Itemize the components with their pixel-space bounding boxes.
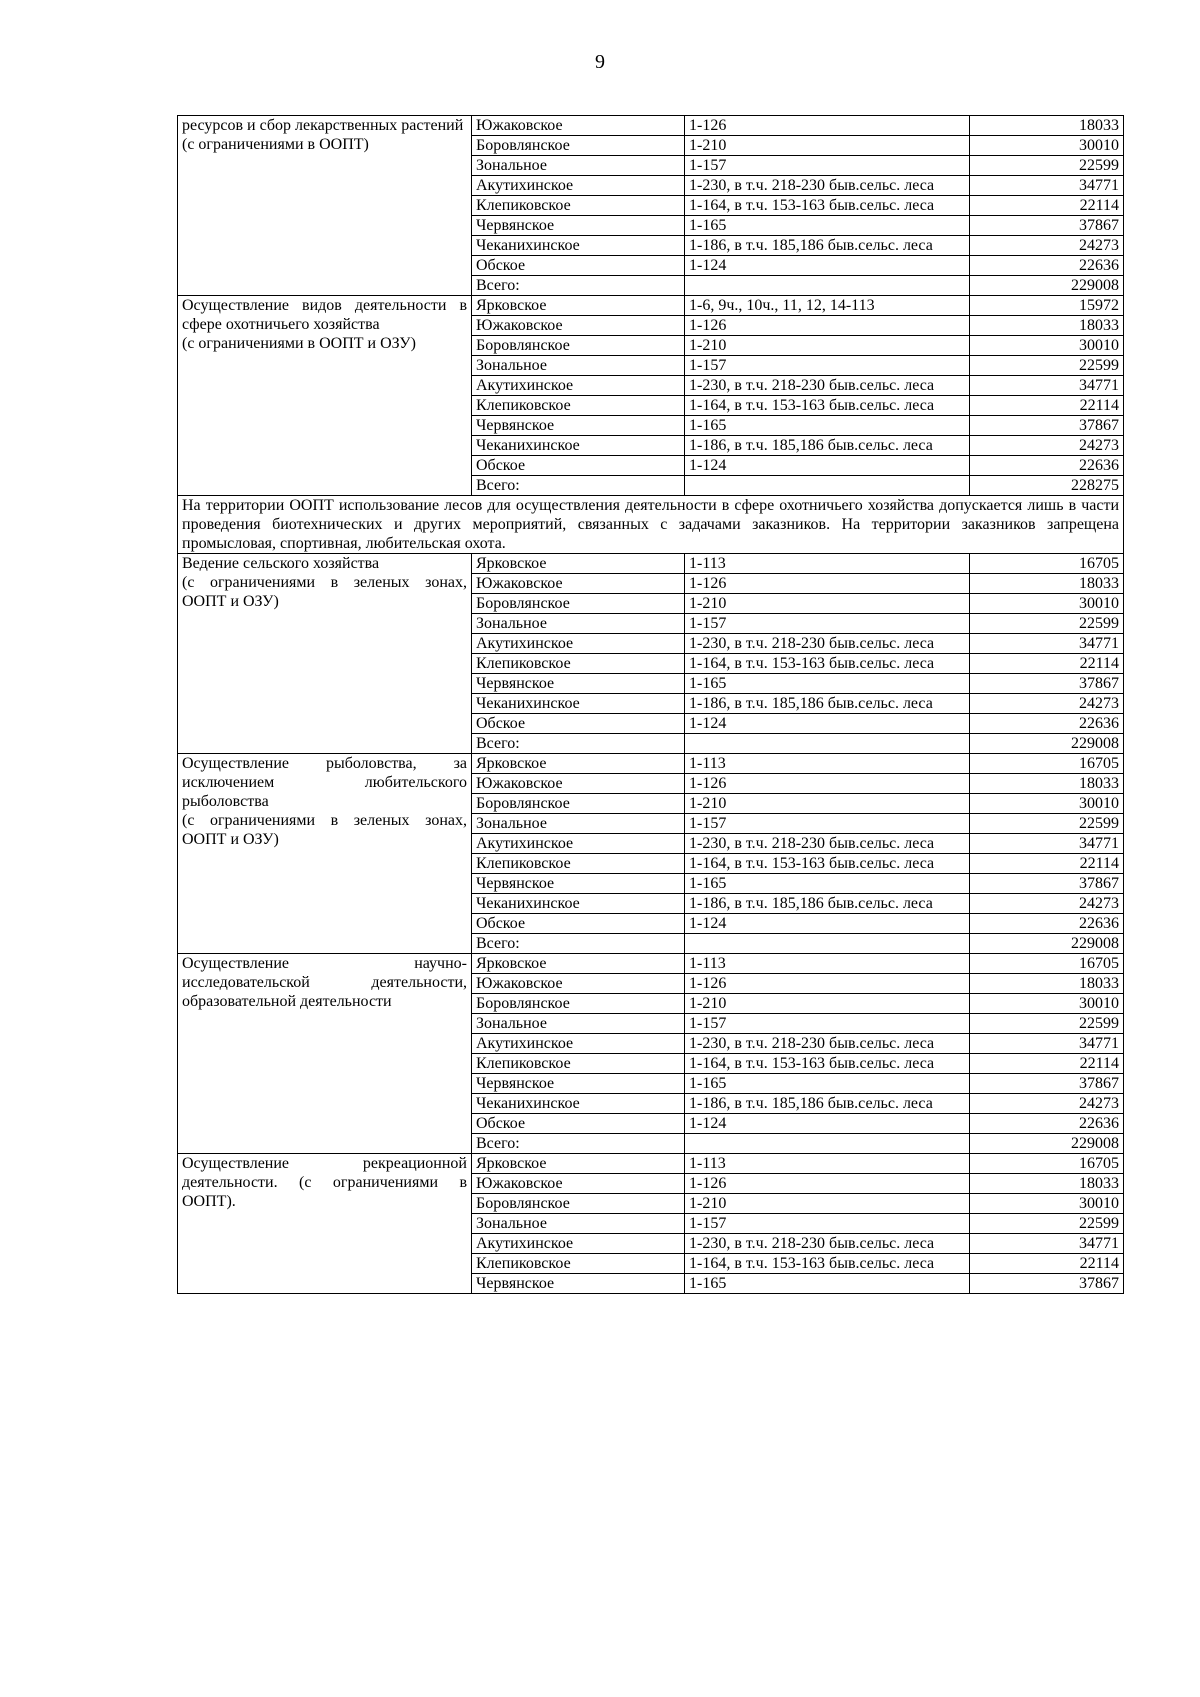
area-cell: 18033 [970, 316, 1124, 336]
area-cell: 22114 [970, 396, 1124, 416]
area-cell: 30010 [970, 594, 1124, 614]
quarters-cell: 1-126 [685, 774, 970, 794]
activity-line: (с ограничениями в ООПТ) [182, 136, 369, 153]
quarters-cell: 1-124 [685, 914, 970, 934]
area-cell: 34771 [970, 634, 1124, 654]
table-row [178, 116, 1124, 136]
area-cell: 37867 [970, 874, 1124, 894]
forestry-cell: Ярковское [472, 296, 685, 316]
quarters-cell: 1-165 [685, 674, 970, 694]
forestry-cell: Всего: [472, 1134, 685, 1154]
forestry-cell: Чеканихинское [472, 236, 685, 256]
area-cell: 34771 [970, 1034, 1124, 1054]
area-cell: 24273 [970, 894, 1124, 914]
area-cell: 22636 [970, 714, 1124, 734]
page-number: 9 [595, 51, 605, 73]
quarters-cell: 1-164, в т.ч. 153-163 быв.сельс. леса [685, 1054, 970, 1074]
table-row [178, 296, 1124, 316]
area-cell: 22114 [970, 854, 1124, 874]
area-cell: 37867 [970, 1274, 1124, 1294]
area-cell: 37867 [970, 674, 1124, 694]
quarters-cell: 1-164, в т.ч. 153-163 быв.сельс. леса [685, 396, 970, 416]
quarters-cell: 1-124 [685, 256, 970, 276]
area-cell: 22599 [970, 614, 1124, 634]
activity-cell [178, 1154, 472, 1294]
quarters-cell: 1-6, 9ч., 10ч., 11, 12, 14-113 [685, 296, 970, 316]
forestry-cell: Зональное [472, 156, 685, 176]
quarters-cell [685, 1134, 970, 1154]
area-cell: 229008 [970, 734, 1124, 754]
forestry-cell: Боровлянское [472, 136, 685, 156]
area-cell: 15972 [970, 296, 1124, 316]
forestry-cell: Зональное [472, 356, 685, 376]
area-cell: 18033 [970, 574, 1124, 594]
forest-use-table [177, 115, 1124, 1294]
forestry-cell: Акутихинское [472, 1034, 685, 1054]
forestry-cell: Южаковское [472, 1174, 685, 1194]
forestry-cell: Южаковское [472, 116, 685, 136]
area-cell: 22599 [970, 1214, 1124, 1234]
quarters-cell: 1-113 [685, 1154, 970, 1174]
area-cell: 22636 [970, 456, 1124, 476]
forestry-cell: Боровлянское [472, 336, 685, 356]
forestry-cell: Всего: [472, 734, 685, 754]
table-row [178, 554, 1124, 574]
quarters-cell: 1-157 [685, 1014, 970, 1034]
quarters-cell: 1-124 [685, 714, 970, 734]
activity-cell [178, 296, 472, 496]
area-cell: 30010 [970, 794, 1124, 814]
area-cell: 22636 [970, 1114, 1124, 1134]
area-cell: 30010 [970, 1194, 1124, 1214]
quarters-cell: 1-113 [685, 754, 970, 774]
activity-line: Осуществление научно-исследовательской деятельности, образовательной деятельности [182, 955, 467, 1010]
quarters-cell: 1-126 [685, 974, 970, 994]
activity-line: Осуществление рекреационной деятельности. (с ограничениями в ООПТ). [182, 1155, 467, 1210]
forestry-cell: Всего: [472, 934, 685, 954]
forestry-cell: Боровлянское [472, 994, 685, 1014]
forestry-cell: Зональное [472, 614, 685, 634]
forestry-cell: Всего: [472, 276, 685, 296]
note-row [178, 496, 1124, 554]
quarters-cell: 1-113 [685, 554, 970, 574]
forestry-cell: Обское [472, 256, 685, 276]
forestry-cell: Обское [472, 914, 685, 934]
quarters-cell: 1-165 [685, 416, 970, 436]
quarters-cell: 1-230, в т.ч. 218-230 быв.сельс. леса [685, 634, 970, 654]
quarters-cell: 1-124 [685, 456, 970, 476]
forestry-cell: Ярковское [472, 954, 685, 974]
forestry-cell: Обское [472, 1114, 685, 1134]
quarters-cell: 1-124 [685, 1114, 970, 1134]
quarters-cell: 1-164, в т.ч. 153-163 быв.сельс. леса [685, 854, 970, 874]
quarters-cell: 1-210 [685, 794, 970, 814]
quarters-cell: 1-126 [685, 574, 970, 594]
forestry-cell: Обское [472, 456, 685, 476]
activity-line: (с ограничениями в зеленых зонах, ООПТ и ОЗУ) [182, 574, 467, 610]
forestry-cell: Червянское [472, 1274, 685, 1294]
forestry-cell: Чеканихинское [472, 694, 685, 714]
area-cell: 16705 [970, 954, 1124, 974]
forestry-cell: Боровлянское [472, 594, 685, 614]
table-row [178, 954, 1124, 974]
area-cell: 228275 [970, 476, 1124, 496]
quarters-cell: 1-157 [685, 614, 970, 634]
forestry-cell: Червянское [472, 874, 685, 894]
forestry-cell: Южаковское [472, 316, 685, 336]
activity-cell [178, 754, 472, 954]
area-cell: 16705 [970, 554, 1124, 574]
quarters-cell: 1-230, в т.ч. 218-230 быв.сельс. леса [685, 834, 970, 854]
area-cell: 22114 [970, 1254, 1124, 1274]
table-row [178, 754, 1124, 774]
area-cell: 22599 [970, 156, 1124, 176]
activity-cell [178, 116, 472, 296]
quarters-cell: 1-186, в т.ч. 185,186 быв.сельс. леса [685, 694, 970, 714]
activity-line: Ведение сельского хозяйства [182, 555, 380, 572]
area-cell: 22114 [970, 654, 1124, 674]
forestry-cell: Червянское [472, 416, 685, 436]
area-cell: 34771 [970, 176, 1124, 196]
forestry-cell: Клепиковское [472, 654, 685, 674]
area-cell: 24273 [970, 1094, 1124, 1114]
area-cell: 18033 [970, 974, 1124, 994]
activity-line: (с ограничениями в ООПТ и ОЗУ) [182, 335, 416, 352]
quarters-cell: 1-165 [685, 874, 970, 894]
forestry-cell: Червянское [472, 216, 685, 236]
area-cell: 18033 [970, 1174, 1124, 1194]
quarters-cell: 1-230, в т.ч. 218-230 быв.сельс. леса [685, 376, 970, 396]
forestry-cell: Ярковское [472, 754, 685, 774]
forestry-cell: Южаковское [472, 774, 685, 794]
forestry-cell: Клепиковское [472, 396, 685, 416]
table-row [178, 1154, 1124, 1174]
area-cell: 22636 [970, 256, 1124, 276]
activity-line: ресурсов и сбор лекарственных растений [182, 117, 464, 134]
area-cell: 22114 [970, 1054, 1124, 1074]
quarters-cell: 1-113 [685, 954, 970, 974]
forestry-cell: Клепиковское [472, 1054, 685, 1074]
forestry-cell: Акутихинское [472, 176, 685, 196]
quarters-cell [685, 276, 970, 296]
area-cell: 34771 [970, 834, 1124, 854]
quarters-cell: 1-165 [685, 1274, 970, 1294]
quarters-cell [685, 476, 970, 496]
activity-line: Осуществление видов деятельности в сфере охотничьего хозяйства [182, 297, 467, 333]
forestry-cell: Обское [472, 714, 685, 734]
quarters-cell: 1-230, в т.ч. 218-230 быв.сельс. леса [685, 1234, 970, 1254]
quarters-cell: 1-210 [685, 336, 970, 356]
quarters-cell [685, 734, 970, 754]
area-cell: 16705 [970, 754, 1124, 774]
area-cell: 229008 [970, 934, 1124, 954]
quarters-cell: 1-165 [685, 1074, 970, 1094]
quarters-cell: 1-186, в т.ч. 185,186 быв.сельс. леса [685, 1094, 970, 1114]
quarters-cell: 1-186, в т.ч. 185,186 быв.сельс. леса [685, 436, 970, 456]
quarters-cell: 1-230, в т.ч. 218-230 быв.сельс. леса [685, 1034, 970, 1054]
quarters-cell: 1-164, в т.ч. 153-163 быв.сельс. леса [685, 654, 970, 674]
quarters-cell: 1-186, в т.ч. 185,186 быв.сельс. леса [685, 894, 970, 914]
forestry-cell: Червянское [472, 674, 685, 694]
area-cell: 34771 [970, 376, 1124, 396]
area-cell: 22114 [970, 196, 1124, 216]
activity-cell [178, 554, 472, 754]
note-text: На территории ООПТ использование лесов для осуществления деятельности в сфере охотничьего хозяйства допускается лишь в части проведения биотехнических и других мероприятий, связанных с задачами заказников. На территории заказников запрещена промысловая, спортивная, любительская охота. [178, 496, 1124, 554]
quarters-cell: 1-126 [685, 116, 970, 136]
quarters-cell: 1-165 [685, 216, 970, 236]
quarters-cell: 1-126 [685, 316, 970, 336]
area-cell: 18033 [970, 116, 1124, 136]
forestry-cell: Червянское [472, 1074, 685, 1094]
area-cell: 229008 [970, 1134, 1124, 1154]
forestry-cell: Ярковское [472, 554, 685, 574]
forestry-cell: Акутихинское [472, 1234, 685, 1254]
area-cell: 16705 [970, 1154, 1124, 1174]
area-cell: 22599 [970, 814, 1124, 834]
area-cell: 24273 [970, 436, 1124, 456]
activity-line: Осуществление рыболовства, за исключением любительского рыболовства [182, 755, 467, 810]
forestry-cell: Клепиковское [472, 854, 685, 874]
quarters-cell: 1-210 [685, 136, 970, 156]
forestry-cell: Клепиковское [472, 196, 685, 216]
forestry-cell: Боровлянское [472, 794, 685, 814]
area-cell: 22599 [970, 1014, 1124, 1034]
table-body [178, 116, 1124, 1294]
quarters-cell: 1-230, в т.ч. 218-230 быв.сельс. леса [685, 176, 970, 196]
forestry-cell: Южаковское [472, 574, 685, 594]
area-cell: 22636 [970, 914, 1124, 934]
forestry-cell: Чеканихинское [472, 1094, 685, 1114]
activity-line: (с ограничениями в зеленых зонах, ООПТ и ОЗУ) [182, 812, 467, 848]
quarters-cell: 1-210 [685, 994, 970, 1014]
forestry-cell: Боровлянское [472, 1194, 685, 1214]
forestry-cell: Клепиковское [472, 1254, 685, 1274]
quarters-cell: 1-210 [685, 1194, 970, 1214]
quarters-cell: 1-164, в т.ч. 153-163 быв.сельс. леса [685, 1254, 970, 1274]
quarters-cell: 1-126 [685, 1174, 970, 1194]
area-cell: 34771 [970, 1234, 1124, 1254]
quarters-cell: 1-210 [685, 594, 970, 614]
area-cell: 229008 [970, 276, 1124, 296]
quarters-cell [685, 934, 970, 954]
forestry-cell: Зональное [472, 1214, 685, 1234]
forestry-cell: Акутихинское [472, 634, 685, 654]
forestry-cell: Зональное [472, 1014, 685, 1034]
area-cell: 37867 [970, 416, 1124, 436]
forestry-cell: Акутихинское [472, 834, 685, 854]
area-cell: 22599 [970, 356, 1124, 376]
area-cell: 30010 [970, 994, 1124, 1014]
forestry-cell: Ярковское [472, 1154, 685, 1174]
quarters-cell: 1-157 [685, 356, 970, 376]
forestry-cell: Зональное [472, 814, 685, 834]
activity-cell [178, 954, 472, 1154]
area-cell: 37867 [970, 216, 1124, 236]
area-cell: 30010 [970, 336, 1124, 356]
quarters-cell: 1-157 [685, 1214, 970, 1234]
area-cell: 24273 [970, 236, 1124, 256]
quarters-cell: 1-186, в т.ч. 185,186 быв.сельс. леса [685, 236, 970, 256]
area-cell: 30010 [970, 136, 1124, 156]
forestry-cell: Всего: [472, 476, 685, 496]
forestry-cell: Акутихинское [472, 376, 685, 396]
area-cell: 24273 [970, 694, 1124, 714]
quarters-cell: 1-164, в т.ч. 153-163 быв.сельс. леса [685, 196, 970, 216]
quarters-cell: 1-157 [685, 814, 970, 834]
forestry-cell: Южаковское [472, 974, 685, 994]
forestry-cell: Чеканихинское [472, 436, 685, 456]
forestry-cell: Чеканихинское [472, 894, 685, 914]
quarters-cell: 1-157 [685, 156, 970, 176]
area-cell: 18033 [970, 774, 1124, 794]
area-cell: 37867 [970, 1074, 1124, 1094]
